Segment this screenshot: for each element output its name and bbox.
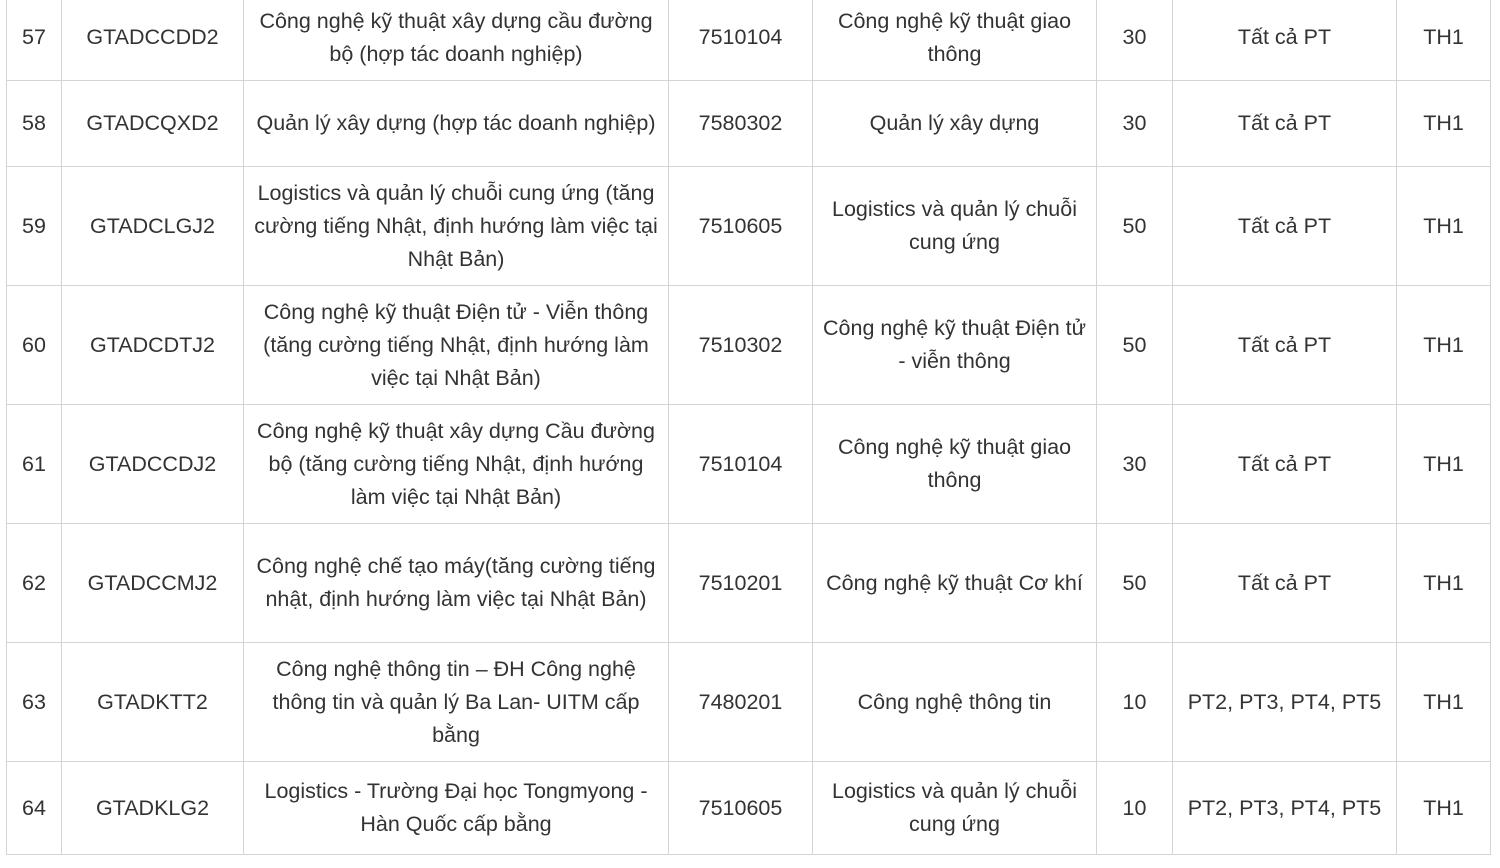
major-code: 7510605 [669, 762, 813, 855]
quota: 30 [1097, 405, 1173, 524]
admission-method: PT2, PT3, PT4, PT5 [1173, 643, 1397, 762]
table-row [7, 643, 1491, 762]
row-number: 58 [7, 81, 62, 167]
table-row [7, 167, 1491, 286]
subject-combination: TH1 [1397, 524, 1491, 643]
admission-method: Tất cả PT [1173, 167, 1397, 286]
subject-combination: TH1 [1397, 643, 1491, 762]
program-name: Logistics và quản lý chuỗi cung ứng (tăng cường tiếng Nhật, định hướng làm việc tại Nhật Bản) [244, 167, 669, 286]
program-code: GTADCCDD2 [62, 0, 244, 81]
major-code: 7510605 [669, 167, 813, 286]
admission-method: Tất cả PT [1173, 0, 1397, 81]
major-name: Công nghệ kỹ thuật Điện tử - viễn thông [813, 286, 1097, 405]
quota: 50 [1097, 286, 1173, 405]
admission-method: Tất cả PT [1173, 81, 1397, 167]
subject-combination: TH1 [1397, 762, 1491, 855]
row-number: 59 [7, 167, 62, 286]
admission-method: PT2, PT3, PT4, PT5 [1173, 762, 1397, 855]
table-row [7, 405, 1491, 524]
subject-combination: TH1 [1397, 286, 1491, 405]
major-code: 7510104 [669, 0, 813, 81]
admission-method: Tất cả PT [1173, 286, 1397, 405]
major-name: Quản lý xây dựng [813, 81, 1097, 167]
row-number: 64 [7, 762, 62, 855]
major-code: 7510104 [669, 405, 813, 524]
major-code: 7480201 [669, 643, 813, 762]
major-code: 7510302 [669, 286, 813, 405]
quota: 30 [1097, 0, 1173, 81]
subject-combination: TH1 [1397, 167, 1491, 286]
major-name: Công nghệ kỹ thuật giao thông [813, 0, 1097, 81]
admission-method: Tất cả PT [1173, 405, 1397, 524]
major-name: Logistics và quản lý chuỗi cung ứng [813, 167, 1097, 286]
table-row [7, 524, 1491, 643]
program-code: GTADCCDJ2 [62, 405, 244, 524]
quota: 30 [1097, 81, 1173, 167]
major-name: Công nghệ thông tin [813, 643, 1097, 762]
program-code: GTADKTT2 [62, 643, 244, 762]
quota: 10 [1097, 643, 1173, 762]
admissions-table-container [6, 0, 1490, 855]
table-row [7, 81, 1491, 167]
program-name: Công nghệ kỹ thuật xây dựng cầu đường bộ (hợp tác doanh nghiệp) [244, 0, 669, 81]
program-name: Công nghệ kỹ thuật xây dựng Cầu đường bộ (tăng cường tiếng Nhật, định hướng làm việc tại Nhật Bản) [244, 405, 669, 524]
row-number: 60 [7, 286, 62, 405]
subject-combination: TH1 [1397, 81, 1491, 167]
row-number: 61 [7, 405, 62, 524]
program-name: Công nghệ kỹ thuật Điện tử - Viễn thông (tăng cường tiếng Nhật, định hướng làm việc tại Nhật Bản) [244, 286, 669, 405]
major-name: Công nghệ kỹ thuật giao thông [813, 405, 1097, 524]
subject-combination: TH1 [1397, 405, 1491, 524]
program-name: Logistics - Trường Đại học Tongmyong - Hàn Quốc cấp bằng [244, 762, 669, 855]
program-code: GTADCLGJ2 [62, 167, 244, 286]
major-name: Công nghệ kỹ thuật Cơ khí [813, 524, 1097, 643]
quota: 10 [1097, 762, 1173, 855]
program-code: GTADKLG2 [62, 762, 244, 855]
row-number: 63 [7, 643, 62, 762]
row-number: 62 [7, 524, 62, 643]
program-code: GTADCDTJ2 [62, 286, 244, 405]
program-name: Công nghệ thông tin – ĐH Công nghệ thông tin và quản lý Ba Lan- UITM cấp bằng [244, 643, 669, 762]
quota: 50 [1097, 524, 1173, 643]
table-row [7, 762, 1491, 855]
table-row [7, 0, 1491, 81]
major-code: 7510201 [669, 524, 813, 643]
subject-combination: TH1 [1397, 0, 1491, 81]
program-name: Quản lý xây dựng (hợp tác doanh nghiệp) [244, 81, 669, 167]
major-name: Logistics và quản lý chuỗi cung ứng [813, 762, 1097, 855]
quota: 50 [1097, 167, 1173, 286]
program-code: GTADCCMJ2 [62, 524, 244, 643]
program-name: Công nghệ chế tạo máy(tăng cường tiếng nhật, định hướng làm việc tại Nhật Bản) [244, 524, 669, 643]
admission-method: Tất cả PT [1173, 524, 1397, 643]
table-row [7, 286, 1491, 405]
admissions-table [6, 0, 1491, 855]
major-code: 7580302 [669, 81, 813, 167]
program-code: GTADCQXD2 [62, 81, 244, 167]
row-number: 57 [7, 0, 62, 81]
